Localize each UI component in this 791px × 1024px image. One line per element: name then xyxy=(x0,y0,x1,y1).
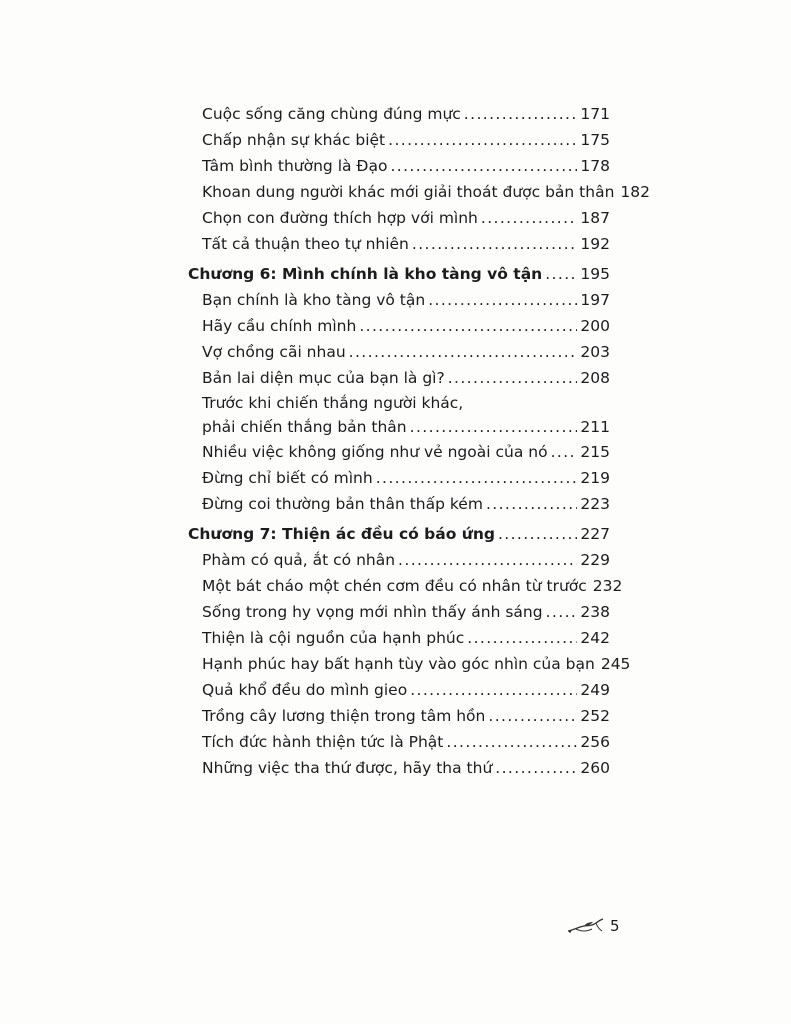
toc-entry-title: Khoan dung người khác mới giải thoát được bản thân xyxy=(202,183,615,201)
toc-page-number: 182 xyxy=(620,183,651,201)
toc-page-number: 223 xyxy=(580,495,610,513)
dot-leader xyxy=(481,205,578,231)
dot-leader xyxy=(412,231,578,257)
dot-leader xyxy=(551,439,578,465)
toc-entry xyxy=(188,547,610,573)
toc-page-number: 219 xyxy=(580,469,610,487)
toc-page-number: 211 xyxy=(580,418,610,436)
toc-entry xyxy=(188,231,610,257)
dot-leader xyxy=(359,313,577,339)
toc-entry xyxy=(188,651,631,677)
toc-entry xyxy=(188,703,610,729)
dot-leader xyxy=(388,127,577,153)
toc-entry-title: Chọn con đường thích hợp với mình xyxy=(202,209,478,227)
toc-page-number: 232 xyxy=(592,577,623,595)
toc-entry-title: Sống trong hy vọng mới nhìn thấy ánh sáng xyxy=(202,603,543,621)
toc-entry xyxy=(188,439,610,465)
toc-page-number: 249 xyxy=(580,681,610,699)
toc-entry-title: Chấp nhận sự khác biệt xyxy=(202,131,386,149)
toc-chapter-heading xyxy=(188,521,610,547)
toc-entry xyxy=(188,491,610,517)
toc-entry-title: Tâm bình thường là Đạo xyxy=(202,157,388,175)
toc-entry-title: Quả khổ đều do mình gieo xyxy=(202,681,408,699)
toc-page-number: 252 xyxy=(580,707,610,725)
toc-entry xyxy=(188,127,610,153)
table-of-contents xyxy=(188,101,651,781)
toc-page-number: 215 xyxy=(580,443,610,461)
toc-entry-title: Bạn chính là kho tàng vô tận xyxy=(202,291,426,309)
dot-leader xyxy=(467,625,577,651)
dot-leader xyxy=(398,547,577,573)
toc-entry-title: Những việc tha thứ được, hãy tha thứ xyxy=(202,759,493,777)
toc-entry xyxy=(188,573,623,599)
toc-page-number: 229 xyxy=(580,551,610,569)
toc-page-number: 195 xyxy=(580,265,610,283)
dot-leader xyxy=(464,101,578,127)
dot-leader xyxy=(428,287,577,313)
toc-entry xyxy=(188,729,610,755)
toc-entry xyxy=(188,153,610,179)
toc-page-number: 242 xyxy=(580,629,610,647)
toc-page-number: 208 xyxy=(580,369,610,387)
toc-page-number: 178 xyxy=(580,157,610,175)
toc-entry xyxy=(188,313,610,339)
toc-entry xyxy=(188,101,610,127)
toc-chapter-heading xyxy=(188,261,610,287)
toc-entry xyxy=(188,755,610,781)
toc-page-number: 200 xyxy=(580,317,610,335)
toc-page-number: 192 xyxy=(580,235,610,253)
toc-entry-title: Thiện là cội nguồn của hạnh phúc xyxy=(202,629,465,647)
toc-entry-title: Trồng cây lương thiện trong tâm hồn xyxy=(202,707,486,725)
toc-entry-title: Vợ chồng cãi nhau xyxy=(202,343,346,361)
toc-page-number: 245 xyxy=(600,655,631,673)
toc-entry-title: Trước khi chiến thắng người khác, xyxy=(202,394,464,412)
toc-page-number: 256 xyxy=(580,733,610,751)
toc-entry xyxy=(188,677,610,703)
toc-entry-title: Đừng coi thường bản thân thấp kém xyxy=(202,495,483,513)
toc-page-number: 227 xyxy=(580,525,610,543)
toc-page-number: 203 xyxy=(580,343,610,361)
toc-entry-title: Cuộc sống căng chùng đúng mực xyxy=(202,105,461,123)
toc-entry-title: Hãy cầu chính mình xyxy=(202,317,357,335)
dot-leader xyxy=(545,261,577,287)
chapter-title: Chương 6: Mình chính là kho tàng vô tận xyxy=(188,265,543,283)
dot-leader xyxy=(410,415,578,439)
toc-entry-title: Tích đức hành thiện tức là Phật xyxy=(202,733,444,751)
dot-leader xyxy=(486,491,577,517)
page-footer xyxy=(566,917,620,935)
dot-leader xyxy=(410,677,577,703)
toc-entry-line xyxy=(202,415,610,439)
dot-leader xyxy=(448,365,578,391)
dot-leader xyxy=(349,339,578,365)
toc-entry-title: phải chiến thắng bản thân xyxy=(202,418,407,436)
chapter-title: Chương 7: Thiện ác đều có báo ứng xyxy=(188,525,495,543)
dot-leader xyxy=(446,729,577,755)
toc-page-number: 171 xyxy=(580,105,610,123)
toc-entry-title: Phàm có quả, ắt có nhân xyxy=(202,551,396,569)
toc-entry xyxy=(188,599,610,625)
toc-entry-title: Hạnh phúc hay bất hạnh tùy vào góc nhìn của bạn xyxy=(202,655,595,673)
toc-page-number: 187 xyxy=(580,209,610,227)
toc-entry-title: Một bát cháo một chén cơm đều có nhân từ trước xyxy=(202,577,587,595)
toc-entry-title: Tất cả thuận theo tự nhiên xyxy=(202,235,409,253)
toc-page-number: 197 xyxy=(580,291,610,309)
toc-entry xyxy=(188,625,610,651)
dot-leader xyxy=(498,521,577,547)
dot-leader xyxy=(376,465,578,491)
dot-leader xyxy=(546,599,578,625)
toc-entry-title: Bản lai diện mục của bạn là gì? xyxy=(202,369,445,387)
toc-entry xyxy=(188,287,610,313)
toc-page-number: 175 xyxy=(580,131,610,149)
toc-entry xyxy=(188,179,651,205)
dot-leader xyxy=(495,755,577,781)
toc-entry-title: Đừng chỉ biết có mình xyxy=(202,469,373,487)
page-number: 5 xyxy=(610,917,620,935)
toc-entry xyxy=(188,391,610,439)
toc-entry xyxy=(188,365,610,391)
toc-entry xyxy=(188,205,610,231)
dot-leader xyxy=(488,703,577,729)
toc-entry xyxy=(188,465,610,491)
toc-entry xyxy=(188,339,610,365)
toc-entry-title: Nhiều việc không giống như vẻ ngoài của nó xyxy=(202,443,548,461)
dot-leader xyxy=(390,153,577,179)
toc-page-number: 260 xyxy=(580,759,610,777)
toc-page-number: 238 xyxy=(580,603,610,621)
quill-ornament-icon xyxy=(566,917,606,935)
